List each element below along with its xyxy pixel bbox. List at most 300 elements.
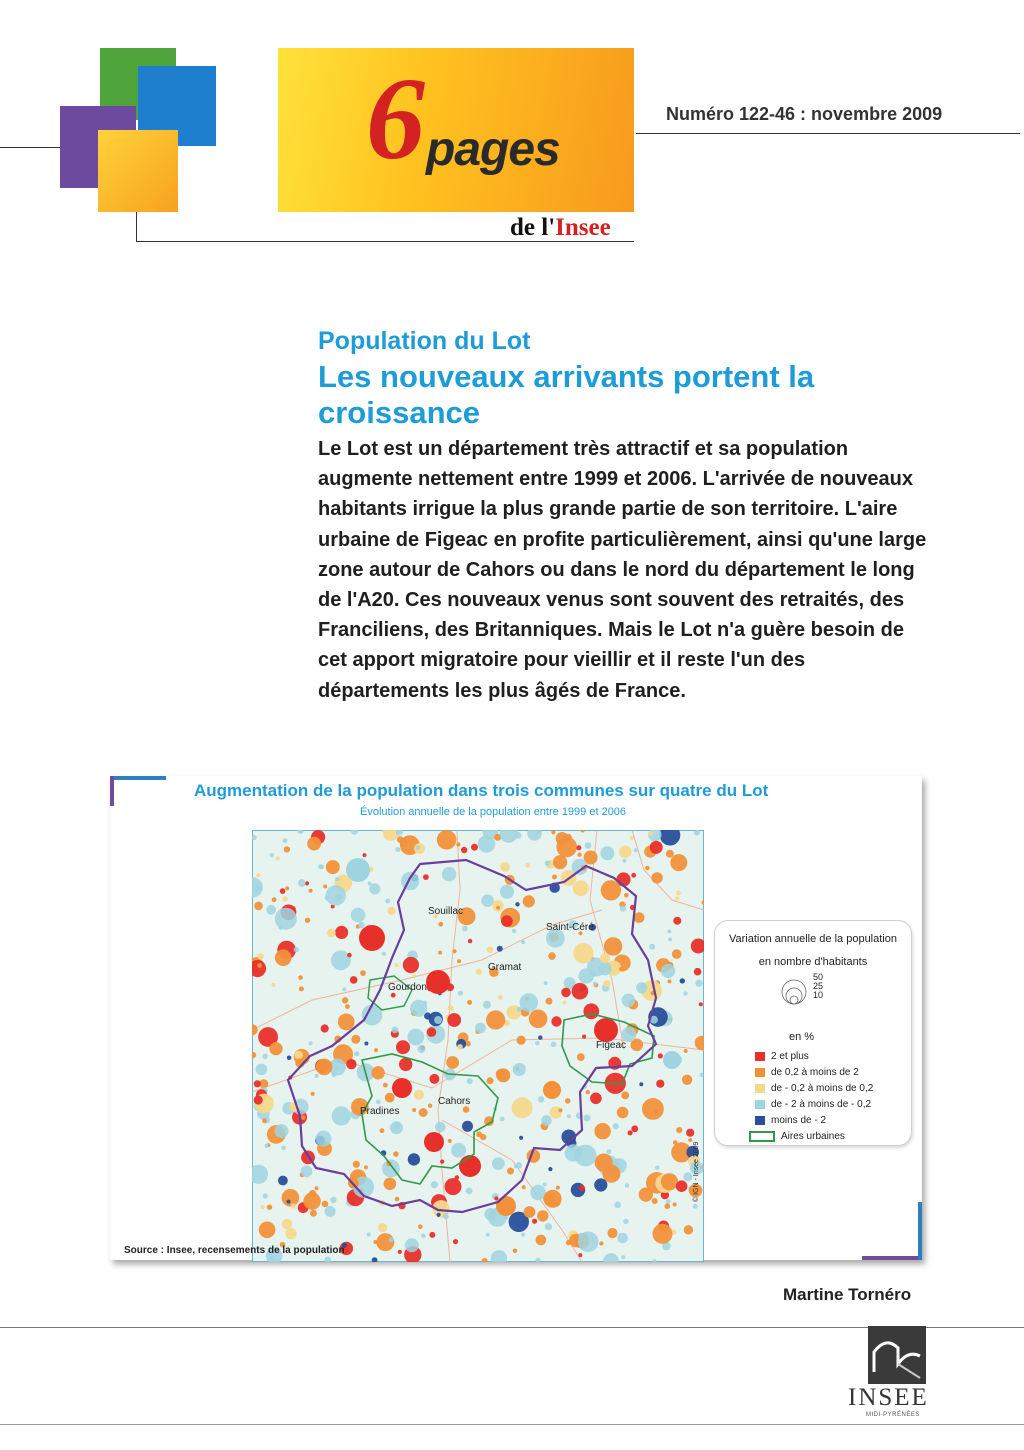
commune-circle: [462, 926, 468, 932]
commune-circle: [617, 1233, 628, 1244]
commune-circle: [353, 1161, 360, 1168]
commune-circle: [694, 968, 702, 976]
commune-circle: [529, 1010, 548, 1029]
commune-circle: [256, 1064, 268, 1076]
commune-circle: [670, 854, 687, 871]
commune-circle: [543, 1081, 561, 1099]
commune-circle: [621, 1092, 629, 1100]
commune-circle: [453, 1239, 458, 1244]
legend-item: de - 0,2 à moins de 0,2: [755, 1083, 873, 1097]
commune-circle: [338, 1014, 355, 1031]
commune-circle: [652, 1198, 658, 1204]
town-label: Saint-Céré: [546, 922, 594, 933]
commune-circle: [556, 1186, 560, 1190]
commune-circle: [522, 1185, 526, 1189]
commune-circle: [254, 1080, 261, 1087]
commune-circle: [676, 891, 681, 896]
commune-circle: [421, 1234, 425, 1238]
commune-circle: [517, 1007, 522, 1012]
commune-circle: [622, 994, 636, 1008]
commune-circle: [434, 1016, 442, 1024]
commune-circle: [301, 1115, 306, 1120]
commune-circle: [695, 980, 702, 987]
commune-circle: [486, 1233, 490, 1237]
map-figure: [110, 776, 922, 1260]
commune-circle: [392, 1078, 412, 1098]
commune-circle: [663, 1051, 681, 1069]
commune-circle: [364, 1165, 368, 1169]
legend-item: 2 et plus: [755, 1051, 809, 1065]
legend-item: de - 2 à moins de - 0,2: [755, 1099, 871, 1113]
article-title: Les nouveaux arrivants portent la croissance: [318, 359, 815, 430]
commune-circle: [537, 1210, 548, 1221]
commune-circle: [459, 1155, 481, 1177]
commune-circle: [513, 1063, 526, 1076]
commune-circle: [594, 1123, 610, 1139]
commune-circle: [467, 1000, 472, 1005]
commune-circle: [359, 925, 385, 951]
commune-circle: [623, 1219, 628, 1224]
commune-circle: [346, 858, 370, 882]
commune-circle: [269, 1042, 282, 1055]
commune-circle: [639, 1082, 643, 1086]
commune-circle: [440, 1160, 444, 1164]
commune-circle: [673, 1203, 677, 1207]
commune-circle: [620, 906, 626, 912]
commune-circle: [577, 853, 581, 857]
commune-circle: [374, 1048, 378, 1052]
commune-circle: [393, 1151, 399, 1157]
commune-circle: [272, 897, 277, 902]
commune-circle: [513, 1249, 518, 1254]
commune-circle: [649, 944, 655, 950]
commune-circle: [475, 1023, 486, 1034]
article-kicker: Population du Lot: [318, 327, 531, 355]
commune-circle: [607, 1228, 617, 1238]
commune-circle: [322, 1201, 329, 1208]
commune-circle: [487, 946, 494, 953]
commune-circle: [559, 1108, 563, 1112]
commune-circle: [445, 1178, 462, 1195]
commune-circle: [383, 1083, 388, 1088]
commune-circle: [395, 1197, 400, 1202]
commune-circle: [487, 1077, 494, 1084]
town-label: Pradines: [360, 1106, 400, 1117]
figure-subtitle: Évolution annuelle de la population entre 1999 et 2006: [360, 806, 627, 818]
commune-circle: [442, 867, 456, 881]
commune-circle: [347, 953, 352, 958]
commune-circle: [619, 967, 623, 971]
commune-circle: [416, 846, 420, 850]
town-label: Cahors: [438, 1096, 471, 1107]
logo-frame-left: [136, 210, 137, 242]
commune-circle: [680, 978, 685, 983]
commune-circle: [481, 894, 494, 907]
commune-circle: [453, 949, 457, 953]
commune-circle: [688, 1138, 692, 1142]
commune-circle: [287, 1056, 292, 1061]
commune-circle: [476, 969, 482, 975]
commune-circle: [262, 1118, 267, 1123]
commune-circle: [625, 1183, 629, 1187]
commune-circle: [327, 929, 336, 938]
commune-circle: [380, 1128, 385, 1133]
commune-circle: [642, 1098, 664, 1120]
commune-circle: [325, 1206, 336, 1217]
commune-circle: [388, 907, 396, 915]
commune-circle: [655, 1166, 659, 1170]
commune-circle: [496, 1069, 507, 1080]
commune-circle: [282, 1189, 300, 1207]
town-label: Gramat: [488, 962, 522, 973]
legend-swatch: [755, 1084, 765, 1093]
town-label: Gourdon: [388, 982, 427, 993]
commune-circle: [367, 1233, 371, 1237]
commune-circle: [412, 1108, 416, 1112]
commune-circle: [261, 1205, 265, 1209]
commune-circle: [545, 861, 550, 866]
commune-circle: [463, 1106, 470, 1113]
commune-circle: [517, 1036, 526, 1045]
commune-circle: [500, 862, 510, 872]
commune-circle: [275, 908, 297, 930]
commune-circle: [280, 888, 286, 894]
commune-circle: [263, 1193, 268, 1198]
commune-circle: [471, 844, 478, 851]
commune-circle: [389, 1237, 394, 1242]
commune-circle: [462, 1121, 473, 1132]
commune-circle: [281, 1146, 286, 1151]
legend-item: de 0,2 à moins de 2: [755, 1067, 859, 1081]
figure-title: Augmentation de la population dans trois communes sur quatre du Lot: [194, 781, 769, 800]
commune-circle: [650, 841, 663, 854]
legend-subtitle: en nombre d'habitants: [758, 956, 868, 968]
commune-circle: [321, 1024, 329, 1032]
commune-circle: [326, 860, 340, 874]
commune-circle: [284, 846, 290, 852]
commune-circle: [418, 1045, 426, 1053]
commune-circle: [617, 1107, 629, 1119]
commune-circle: [258, 953, 264, 959]
commune-circle: [538, 1096, 544, 1102]
insee-logo-text: INSEE: [848, 1384, 929, 1411]
commune-circle: [582, 1035, 586, 1039]
commune-circle: [270, 853, 274, 857]
population-map: [252, 830, 704, 1262]
commune-circle: [543, 1194, 554, 1205]
legend-size-circles: [779, 977, 809, 1007]
commune-circle: [623, 859, 627, 863]
commune-circle: [682, 1075, 692, 1085]
commune-circle: [272, 983, 276, 987]
figure-source: Source : Insee, recensements de la population: [124, 1245, 345, 1256]
commune-circle: [418, 1224, 423, 1229]
commune-circle: [586, 1090, 590, 1094]
commune-circle: [640, 984, 644, 988]
commune-circle: [573, 943, 593, 963]
commune-circle: [429, 1074, 439, 1084]
commune-circle: [524, 1206, 536, 1218]
commune-circle: [316, 1059, 333, 1076]
commune-circle: [254, 1095, 263, 1104]
commune-circle: [363, 853, 367, 857]
commune-circle: [599, 1241, 603, 1245]
legend-title: Variation annuelle de la population: [729, 933, 897, 945]
commune-circle: [567, 1114, 571, 1118]
commune-circle: [446, 1056, 459, 1069]
commune-circle: [307, 837, 321, 851]
commune-circle: [311, 1092, 315, 1096]
commune-circle: [594, 1018, 618, 1042]
commune-circle: [672, 949, 682, 959]
logo-word: pages: [426, 123, 560, 176]
commune-circle: [666, 850, 674, 858]
commune-circle: [598, 962, 611, 975]
commune-circle: [541, 1115, 552, 1126]
figure-corner: [918, 1202, 922, 1260]
commune-circle: [424, 1132, 444, 1152]
commune-circle: [316, 1131, 332, 1147]
commune-circle: [483, 1001, 491, 1009]
legend-swatch: [755, 1052, 765, 1061]
commune-circle: [545, 1223, 552, 1230]
commune-circle: [634, 912, 645, 923]
legend-item: moins de - 2: [755, 1115, 826, 1129]
commune-circle: [331, 950, 351, 970]
header-rule-left: [0, 147, 60, 148]
commune-circle: [448, 1005, 454, 1011]
commune-circle: [578, 1253, 582, 1257]
commune-circle: [391, 993, 396, 998]
commune-circle: [373, 1240, 377, 1244]
commune-circle: [326, 885, 346, 905]
commune-circle: [345, 1248, 349, 1252]
insee-logo-icon: [868, 1326, 926, 1384]
commune-circle: [693, 1204, 698, 1209]
commune-circle: [437, 830, 457, 850]
commune-circle: [694, 830, 700, 836]
legend-pct-title: en %: [789, 1031, 815, 1043]
commune-circle: [631, 1125, 638, 1132]
commune-circle: [668, 937, 672, 941]
commune-circle: [457, 959, 461, 963]
commune-circle: [467, 1078, 473, 1084]
commune-circle: [396, 1040, 410, 1054]
commune-circle: [668, 979, 672, 983]
commune-circle: [496, 906, 500, 910]
commune-circle: [579, 1185, 585, 1191]
map-copyright: © IGN - Insee 2009: [693, 1141, 700, 1202]
commune-circle: [649, 831, 654, 836]
author-name: Martine Tornéro: [783, 1285, 912, 1304]
commune-circle: [428, 1104, 432, 1108]
commune-circle: [310, 1210, 317, 1217]
commune-circle: [265, 1144, 269, 1148]
commune-circle: [553, 855, 567, 869]
commune-circle: [661, 964, 675, 978]
legend-swatch: [755, 1100, 765, 1109]
commune-circle: [395, 847, 400, 852]
commune-circle: [621, 1255, 625, 1259]
article-lede: Le Lot est un département très attractif et sa population augmente nettement entre 1999 et 2006. L'arrivée de nouveaux habitants irrigue la plus grande partie de son territoire. L'aire urbaine de Figeac en profite particulièrement, ainsi qu'une large zone autour de Cahors ou dans le nord du département le long de l'A20. Ces nouveaux venus sont souvent des retraités, des Franciliens, des Britanniques. Mais le Lot n'a guère besoin de cet apport migratoire pour vieillir et il reste l'un des départements les plus âgés de France.: [318, 438, 927, 702]
commune-circle: [447, 1013, 461, 1027]
commune-circle: [494, 1197, 498, 1201]
commune-circle: [287, 1200, 291, 1204]
commune-circle: [384, 1178, 397, 1191]
commune-circle: [360, 970, 366, 976]
commune-circle: [476, 1131, 482, 1137]
commune-circle: [392, 1027, 399, 1034]
commune-circle: [318, 864, 323, 869]
commune-circle: [335, 926, 348, 939]
commune-circle: [519, 1136, 523, 1140]
commune-circle: [686, 1129, 694, 1137]
commune-circle: [603, 980, 610, 987]
town-label: Figeac: [596, 1040, 627, 1051]
commune-circle: [575, 1145, 597, 1167]
commune-circle: [634, 848, 638, 852]
logo-number: 6: [366, 53, 425, 184]
commune-circle: [583, 1003, 599, 1019]
commune-circle: [298, 975, 303, 980]
commune-circle: [656, 1080, 664, 1088]
commune-circle: [590, 971, 596, 977]
commune-circle: [426, 970, 450, 994]
commune-circle: [661, 1173, 678, 1190]
commune-circle: [658, 1053, 663, 1058]
commune-circle: [305, 918, 310, 923]
commune-circle: [565, 1098, 571, 1104]
commune-circle: [346, 1059, 356, 1069]
commune-circle: [285, 1228, 296, 1239]
commune-circle: [282, 896, 287, 901]
commune-circle: [282, 1219, 292, 1229]
commune-circle: [516, 1162, 523, 1169]
commune-circle: [275, 1124, 289, 1138]
commune-circle: [371, 1066, 384, 1079]
commune-circle: [500, 1117, 505, 1122]
commune-circle: [676, 1127, 682, 1133]
commune-circle: [364, 1042, 368, 1046]
commune-circle: [700, 1073, 704, 1077]
commune-circle: [412, 974, 416, 978]
commune-circle: [600, 953, 610, 963]
commune-circle: [556, 837, 577, 858]
commune-circle: [294, 947, 299, 952]
commune-circle: [267, 1205, 272, 1210]
commune-circle: [498, 995, 503, 1000]
commune-circle: [368, 882, 372, 886]
commune-circle: [385, 899, 390, 904]
commune-circle: [410, 1000, 427, 1017]
commune-circle: [303, 1192, 320, 1209]
commune-circle: [515, 902, 519, 906]
commune-circle: [630, 836, 634, 840]
commune-circle: [613, 1123, 619, 1129]
commune-circle: [395, 963, 399, 967]
commune-circle: [456, 842, 460, 846]
commune-circle: [283, 838, 288, 843]
commune-circle: [578, 1234, 582, 1238]
commune-circle: [291, 1203, 296, 1208]
commune-circle: [385, 1093, 395, 1103]
commune-circle: [345, 1004, 350, 1009]
commune-circle: [665, 1203, 671, 1209]
commune-circle: [376, 1100, 381, 1105]
commune-circle: [551, 830, 555, 834]
commune-circle: [500, 885, 514, 899]
commune-circle: [496, 1196, 516, 1216]
commune-circle: [278, 1176, 288, 1186]
commune-circle: [576, 845, 581, 850]
commune-circle: [507, 1168, 514, 1175]
commune-circle: [315, 1186, 319, 1190]
commune-circle: [683, 1172, 692, 1181]
commune-circle: [628, 1130, 633, 1135]
commune-circle: [431, 1181, 438, 1188]
commune-circle: [407, 1029, 424, 1046]
commune-circle: [438, 951, 442, 955]
commune-circle: [552, 875, 557, 880]
commune-circle: [398, 1250, 402, 1254]
commune-circle: [562, 1001, 566, 1005]
commune-circle: [354, 1051, 359, 1056]
commune-circle: [461, 847, 467, 853]
header-rule-right: [636, 133, 1020, 134]
commune-circle: [606, 1149, 611, 1154]
commune-circle: [683, 991, 687, 995]
commune-circle: [266, 905, 276, 915]
commune-circle: [666, 1199, 671, 1204]
commune-circle: [684, 1049, 688, 1053]
commune-circle: [458, 991, 463, 996]
publication-logo: [278, 48, 634, 212]
commune-circle: [443, 1213, 449, 1219]
commune-circle: [390, 1121, 403, 1134]
commune-circle: [535, 1041, 539, 1045]
commune-circle: [294, 1051, 303, 1060]
commune-circle: [551, 1042, 557, 1048]
commune-circle: [466, 1188, 473, 1195]
commune-circle: [451, 1143, 466, 1158]
commune-circle: [594, 1178, 607, 1191]
commune-circle: [309, 1041, 313, 1045]
commune-circle: [403, 957, 419, 973]
commune-circle: [435, 1122, 446, 1133]
commune-circle: [546, 998, 553, 1005]
figure-corner: [862, 1256, 922, 1260]
commune-circle: [684, 1225, 693, 1234]
commune-circle: [590, 1093, 602, 1105]
commune-circle: [572, 983, 589, 1000]
legend-swatch: [755, 1068, 765, 1077]
commune-circle: [585, 842, 592, 849]
commune-circle: [401, 872, 419, 890]
commune-circle: [532, 1219, 537, 1224]
commune-circle: [512, 1097, 533, 1118]
commune-circle: [448, 1139, 452, 1143]
commune-circle: [520, 993, 539, 1012]
commune-circle: [351, 1035, 360, 1044]
commune-circle: [276, 857, 280, 861]
map-legend: [714, 920, 912, 1146]
legend-swatch-urban: [749, 1131, 775, 1142]
commune-circle: [604, 937, 622, 955]
commune-circle: [408, 1153, 420, 1165]
issue-number: Numéro 122-46 : novembre 2009: [666, 104, 943, 124]
commune-circle: [699, 1002, 703, 1006]
commune-circle: [577, 1053, 585, 1061]
